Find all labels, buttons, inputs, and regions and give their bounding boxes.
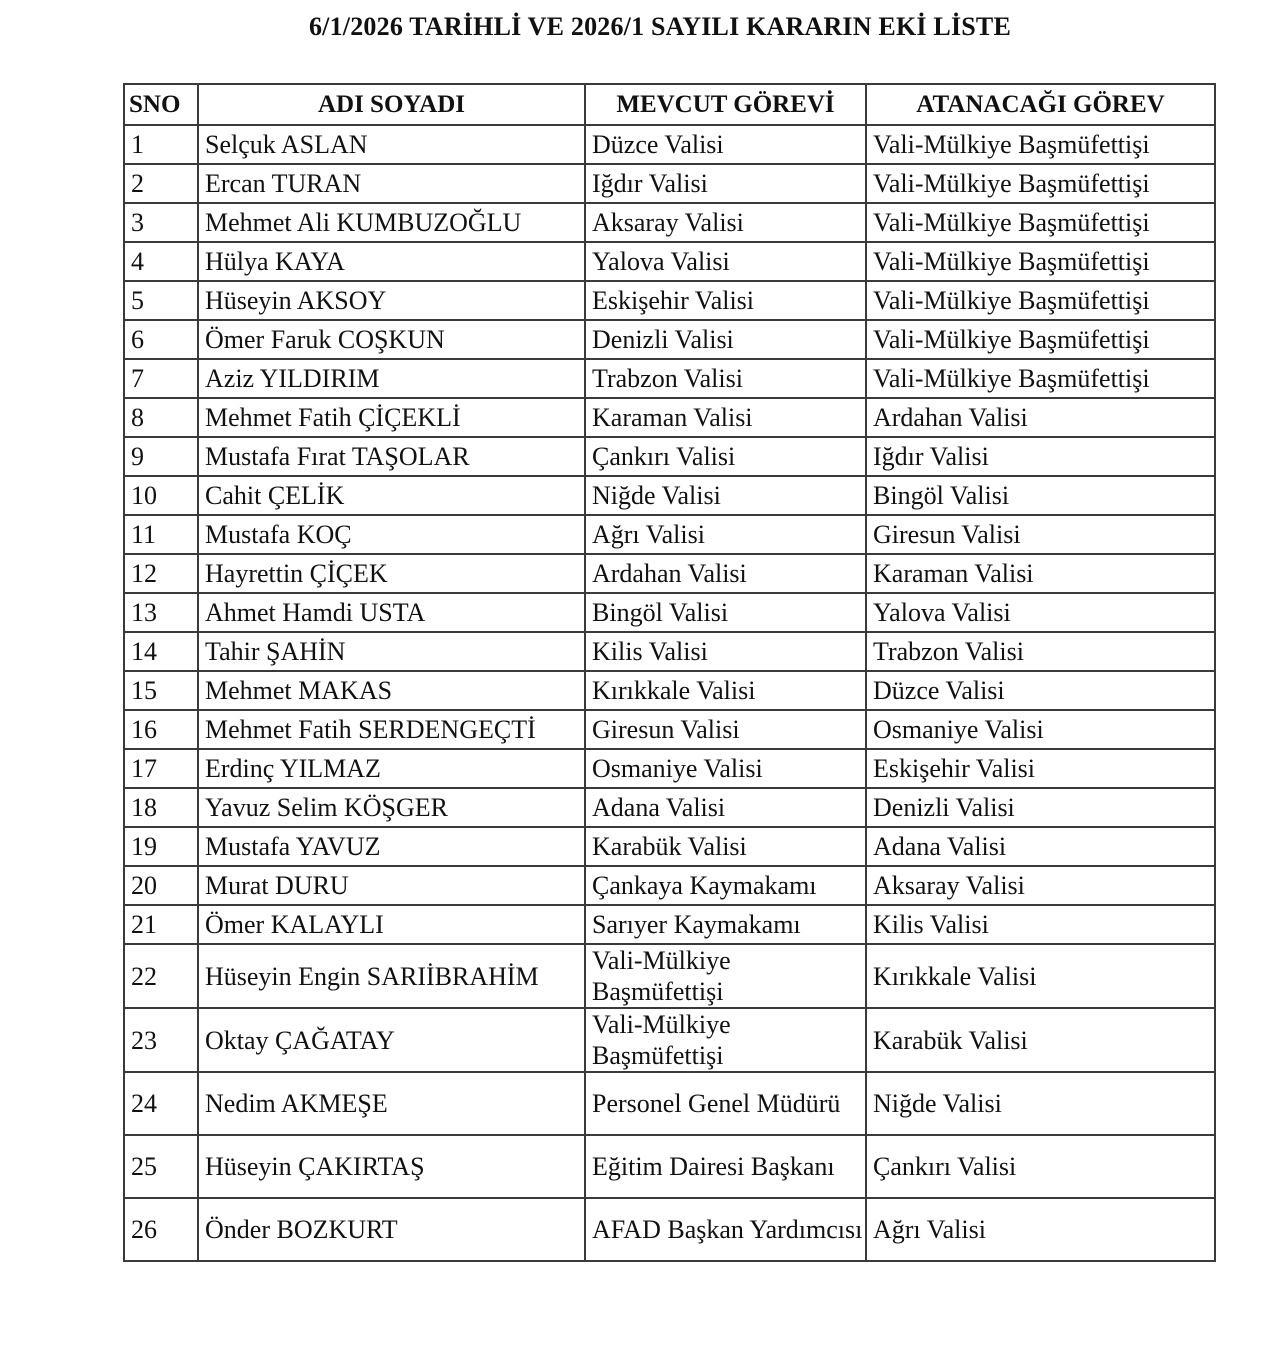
cell-sno: 8 (124, 398, 198, 437)
cell-assigned-position: Iğdır Valisi (866, 437, 1215, 476)
cell-sno: 1 (124, 125, 198, 164)
table-row (124, 710, 1215, 749)
cell-current-position: Eskişehir Valisi (585, 281, 866, 320)
table-row (124, 788, 1215, 827)
cell-assigned-position: Vali-Mülkiye Başmüfettişi (866, 242, 1215, 281)
cell-name: Önder BOZKURT (198, 1198, 585, 1261)
cell-sno: 22 (124, 944, 198, 1008)
header-sno: SNO (124, 84, 198, 125)
cell-name: Yavuz Selim KÖŞGER (198, 788, 585, 827)
cell-name: Ercan TURAN (198, 164, 585, 203)
table-body (124, 125, 1215, 1261)
cell-assigned-position: Düzce Valisi (866, 671, 1215, 710)
table-row (124, 242, 1215, 281)
cell-sno: 16 (124, 710, 198, 749)
document-title: 6/1/2026 TARİHLİ VE 2026/1 SAYILI KARARIN EKİ LİSTE (308, 12, 1012, 41)
cell-name: Mustafa YAVUZ (198, 827, 585, 866)
table-row (124, 125, 1215, 164)
header-assigned-position: ATANACAĞI GÖREV (866, 84, 1215, 125)
cell-sno: 26 (124, 1198, 198, 1261)
table-row (124, 554, 1215, 593)
cell-sno: 17 (124, 749, 198, 788)
cell-assigned-position: Niğde Valisi (866, 1072, 1215, 1135)
cell-current-position: Denizli Valisi (585, 320, 866, 359)
cell-current-position: Çankaya Kaymakamı (585, 866, 866, 905)
cell-sno: 19 (124, 827, 198, 866)
cell-name: Mehmet Fatih ÇİÇEKLİ (198, 398, 585, 437)
cell-sno: 2 (124, 164, 198, 203)
cell-assigned-position: Vali-Mülkiye Başmüfettişi (866, 164, 1215, 203)
cell-current-position: Sarıyer Kaymakamı (585, 905, 866, 944)
cell-sno: 21 (124, 905, 198, 944)
cell-current-position: Ağrı Valisi (585, 515, 866, 554)
cell-current-position: Ardahan Valisi (585, 554, 866, 593)
cell-assigned-position: Çankırı Valisi (866, 1135, 1215, 1198)
cell-name: Cahit ÇELİK (198, 476, 585, 515)
cell-sno: 20 (124, 866, 198, 905)
table-row (124, 632, 1215, 671)
cell-sno: 10 (124, 476, 198, 515)
table-row (124, 749, 1215, 788)
cell-name: Hüseyin ÇAKIRTAŞ (198, 1135, 585, 1198)
table-row (124, 281, 1215, 320)
cell-current-position: Vali-Mülkiye Başmüfettişi (585, 944, 866, 1008)
table-row (124, 359, 1215, 398)
table-row (124, 203, 1215, 242)
cell-name: Mehmet Fatih SERDENGEÇTİ (198, 710, 585, 749)
cell-assigned-position: Aksaray Valisi (866, 866, 1215, 905)
cell-sno: 24 (124, 1072, 198, 1135)
cell-name: Hüseyin Engin SARIİBRAHİM (198, 944, 585, 1008)
cell-assigned-position: Karaman Valisi (866, 554, 1215, 593)
cell-assigned-position: Eskişehir Valisi (866, 749, 1215, 788)
cell-current-position: Adana Valisi (585, 788, 866, 827)
cell-current-position: Aksaray Valisi (585, 203, 866, 242)
cell-name: Tahir ŞAHİN (198, 632, 585, 671)
cell-current-position: Yalova Valisi (585, 242, 866, 281)
cell-name: Hayrettin ÇİÇEK (198, 554, 585, 593)
table-row (124, 515, 1215, 554)
cell-sno: 11 (124, 515, 198, 554)
cell-current-position: Giresun Valisi (585, 710, 866, 749)
cell-current-position: Osmaniye Valisi (585, 749, 866, 788)
cell-assigned-position: Ağrı Valisi (866, 1198, 1215, 1261)
cell-name: Nedim AKMEŞE (198, 1072, 585, 1135)
table-row (124, 671, 1215, 710)
cell-current-position: Karaman Valisi (585, 398, 866, 437)
cell-name: Mustafa Fırat TAŞOLAR (198, 437, 585, 476)
table-row (124, 1072, 1215, 1135)
cell-current-position: Eğitim Dairesi Başkanı (585, 1135, 866, 1198)
cell-current-position: Kilis Valisi (585, 632, 866, 671)
cell-current-position: Bingöl Valisi (585, 593, 866, 632)
cell-assigned-position: Vali-Mülkiye Başmüfettişi (866, 203, 1215, 242)
cell-current-position: Personel Genel Müdürü (585, 1072, 866, 1135)
cell-current-position: AFAD Başkan Yardımcısı (585, 1198, 866, 1261)
table-row (124, 1135, 1215, 1198)
cell-assigned-position: Vali-Mülkiye Başmüfettişi (866, 320, 1215, 359)
cell-current-position: Düzce Valisi (585, 125, 866, 164)
cell-name: Erdinç YILMAZ (198, 749, 585, 788)
cell-name: Mustafa KOÇ (198, 515, 585, 554)
cell-assigned-position: Bingöl Valisi (866, 476, 1215, 515)
table-row (124, 905, 1215, 944)
cell-name: Ömer Faruk COŞKUN (198, 320, 585, 359)
table-row (124, 1008, 1215, 1072)
cell-sno: 12 (124, 554, 198, 593)
table-row (124, 320, 1215, 359)
cell-current-position: Iğdır Valisi (585, 164, 866, 203)
cell-name: Mehmet Ali KUMBUZOĞLU (198, 203, 585, 242)
cell-name: Aziz YILDIRIM (198, 359, 585, 398)
table-header-row (124, 84, 1215, 125)
table-row (124, 827, 1215, 866)
cell-sno: 25 (124, 1135, 198, 1198)
cell-assigned-position: Vali-Mülkiye Başmüfettişi (866, 281, 1215, 320)
cell-sno: 18 (124, 788, 198, 827)
cell-name: Oktay ÇAĞATAY (198, 1008, 585, 1072)
cell-sno: 4 (124, 242, 198, 281)
cell-current-position: Karabük Valisi (585, 827, 866, 866)
cell-current-position: Vali-Mülkiye Başmüfettişi (585, 1008, 866, 1072)
cell-assigned-position: Adana Valisi (866, 827, 1215, 866)
cell-assigned-position: Vali-Mülkiye Başmüfettişi (866, 125, 1215, 164)
table-row (124, 944, 1215, 1008)
cell-assigned-position: Osmaniye Valisi (866, 710, 1215, 749)
cell-name: Ömer KALAYLI (198, 905, 585, 944)
cell-sno: 9 (124, 437, 198, 476)
cell-name: Mehmet MAKAS (198, 671, 585, 710)
cell-assigned-position: Trabzon Valisi (866, 632, 1215, 671)
cell-name: Hülya KAYA (198, 242, 585, 281)
cell-current-position: Çankırı Valisi (585, 437, 866, 476)
cell-name: Hüseyin AKSOY (198, 281, 585, 320)
cell-current-position: Trabzon Valisi (585, 359, 866, 398)
table-row (124, 593, 1215, 632)
cell-assigned-position: Vali-Mülkiye Başmüfettişi (866, 359, 1215, 398)
header-name: ADI SOYADI (198, 84, 585, 125)
table-row (124, 866, 1215, 905)
cell-assigned-position: Denizli Valisi (866, 788, 1215, 827)
table-row (124, 164, 1215, 203)
cell-sno: 5 (124, 281, 198, 320)
table-row (124, 398, 1215, 437)
cell-assigned-position: Ardahan Valisi (866, 398, 1215, 437)
cell-sno: 7 (124, 359, 198, 398)
cell-assigned-position: Karabük Valisi (866, 1008, 1215, 1072)
cell-name: Murat DURU (198, 866, 585, 905)
header-current-position: MEVCUT GÖREVİ (585, 84, 866, 125)
table-row (124, 476, 1215, 515)
cell-sno: 13 (124, 593, 198, 632)
cell-name: Ahmet Hamdi USTA (198, 593, 585, 632)
cell-assigned-position: Kırıkkale Valisi (866, 944, 1215, 1008)
table-row (124, 1198, 1215, 1261)
cell-assigned-position: Kilis Valisi (866, 905, 1215, 944)
cell-current-position: Kırıkkale Valisi (585, 671, 866, 710)
appointment-table (123, 83, 1216, 1262)
cell-sno: 23 (124, 1008, 198, 1072)
cell-assigned-position: Giresun Valisi (866, 515, 1215, 554)
table-row (124, 437, 1215, 476)
cell-name: Selçuk ASLAN (198, 125, 585, 164)
cell-sno: 15 (124, 671, 198, 710)
cell-current-position: Niğde Valisi (585, 476, 866, 515)
cell-sno: 14 (124, 632, 198, 671)
cell-assigned-position: Yalova Valisi (866, 593, 1215, 632)
cell-sno: 3 (124, 203, 198, 242)
cell-sno: 6 (124, 320, 198, 359)
